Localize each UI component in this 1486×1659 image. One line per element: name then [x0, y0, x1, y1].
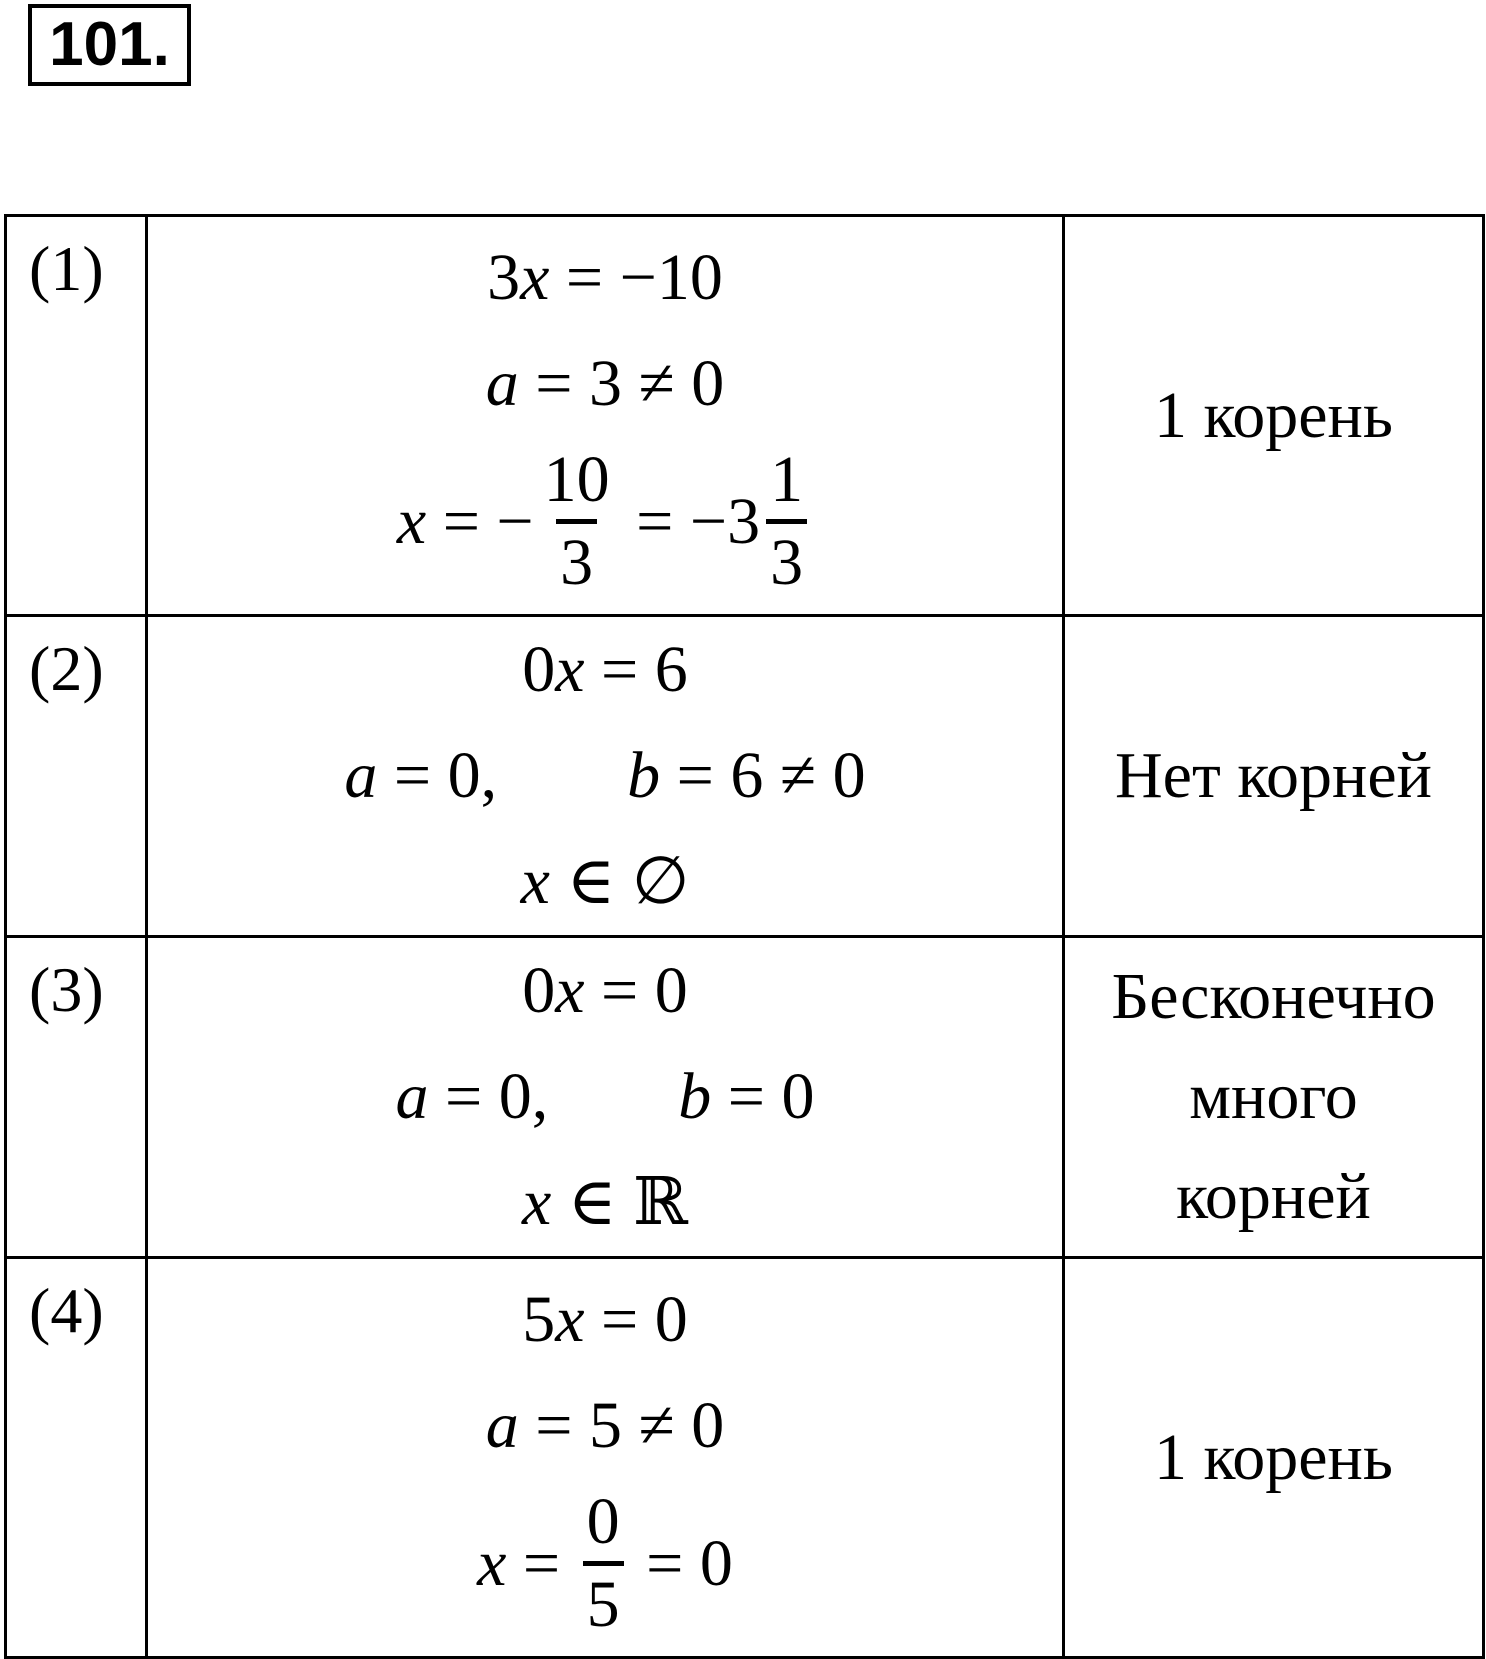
variable: a: [485, 1388, 519, 1462]
coefficient: 0: [522, 633, 556, 706]
variable: x: [555, 1282, 585, 1356]
fraction: [583, 1485, 624, 1641]
variable: x: [521, 1166, 552, 1239]
fraction-denominator: 3: [766, 519, 807, 596]
answer-cell: 1 корень: [1064, 1258, 1484, 1658]
equation-line: [148, 225, 1062, 331]
answer-cell: [1064, 937, 1484, 1258]
solution-cell: [147, 937, 1064, 1258]
answer-cell: Нет корней: [1064, 616, 1484, 937]
variable: a: [344, 739, 378, 812]
equation-rest: = 0: [711, 1060, 815, 1133]
answer-cell: 1 корень: [1064, 216, 1484, 616]
answer-line: Бесконечно: [1111, 960, 1436, 1033]
variable: b: [627, 739, 661, 812]
fraction: [766, 443, 807, 599]
table-row: [6, 216, 1484, 616]
equation-line: [148, 1267, 1062, 1373]
task-number-badge: 101.: [28, 4, 191, 86]
equation-rest: =: [506, 1526, 577, 1600]
equation-rest: ∈ ∅: [549, 845, 690, 918]
equation-rest: ∈ ℝ: [551, 1166, 688, 1239]
equation-line: [148, 938, 1062, 1044]
coefficient: 0: [522, 954, 556, 1027]
variable: x: [520, 845, 550, 918]
table-row: [6, 1258, 1484, 1658]
equation-rest: = 0: [584, 954, 688, 1027]
equation-middle: = 0: [629, 1526, 733, 1600]
coefficient-line: [148, 723, 1062, 829]
coefficient-line: [148, 1044, 1062, 1150]
fraction: [540, 443, 614, 599]
fraction-numerator: 0: [586, 1485, 620, 1558]
root-line: [148, 1479, 1062, 1649]
variable: x: [396, 484, 427, 558]
equation-rest: = 5 ≠ 0: [518, 1388, 725, 1462]
row-number: (1): [6, 216, 147, 616]
equation-middle: = −3: [619, 484, 761, 558]
row-number: (3): [6, 937, 147, 1258]
fraction-numerator: 1: [770, 443, 804, 516]
fraction-numerator: 10: [543, 443, 610, 516]
solution-cell: [147, 1258, 1064, 1658]
coefficient-line: [148, 331, 1062, 437]
row-number: (4): [6, 1258, 147, 1658]
root-line: [148, 1150, 1062, 1256]
variable: x: [520, 240, 550, 314]
fraction-denominator: 3: [556, 519, 597, 596]
variable: x: [555, 633, 585, 706]
equation-rest: = 0: [584, 1282, 688, 1356]
coefficient-line: [148, 1373, 1062, 1479]
table-row: [6, 937, 1484, 1258]
solution-cell: [147, 216, 1064, 616]
equation-rest: = 6: [584, 633, 688, 706]
row-number: (2): [6, 616, 147, 937]
variable: x: [555, 954, 585, 1027]
variable: a: [395, 1060, 429, 1133]
table-row: [6, 616, 1484, 937]
equation-rest: = −10: [549, 240, 723, 314]
coefficient: 3: [487, 240, 521, 314]
variable: x: [477, 1526, 507, 1600]
solution-table: [4, 214, 1485, 1659]
variable: b: [678, 1060, 712, 1133]
equation-rest: = −: [426, 484, 534, 558]
solution-cell: [147, 616, 1064, 937]
root-line: [148, 437, 1062, 607]
answer-line: много: [1189, 1060, 1358, 1133]
equation-line: [148, 617, 1062, 723]
answer-line: корней: [1176, 1160, 1371, 1233]
root-line: [148, 829, 1062, 935]
fraction-denominator: 5: [583, 1561, 624, 1638]
equation-rest: = 6 ≠ 0: [660, 739, 866, 812]
equation-rest: = 3 ≠ 0: [518, 346, 725, 420]
variable: a: [485, 346, 519, 420]
equation-rest: = 0,: [428, 1060, 549, 1133]
coefficient: 5: [522, 1282, 556, 1356]
equation-rest: = 0,: [377, 739, 498, 812]
